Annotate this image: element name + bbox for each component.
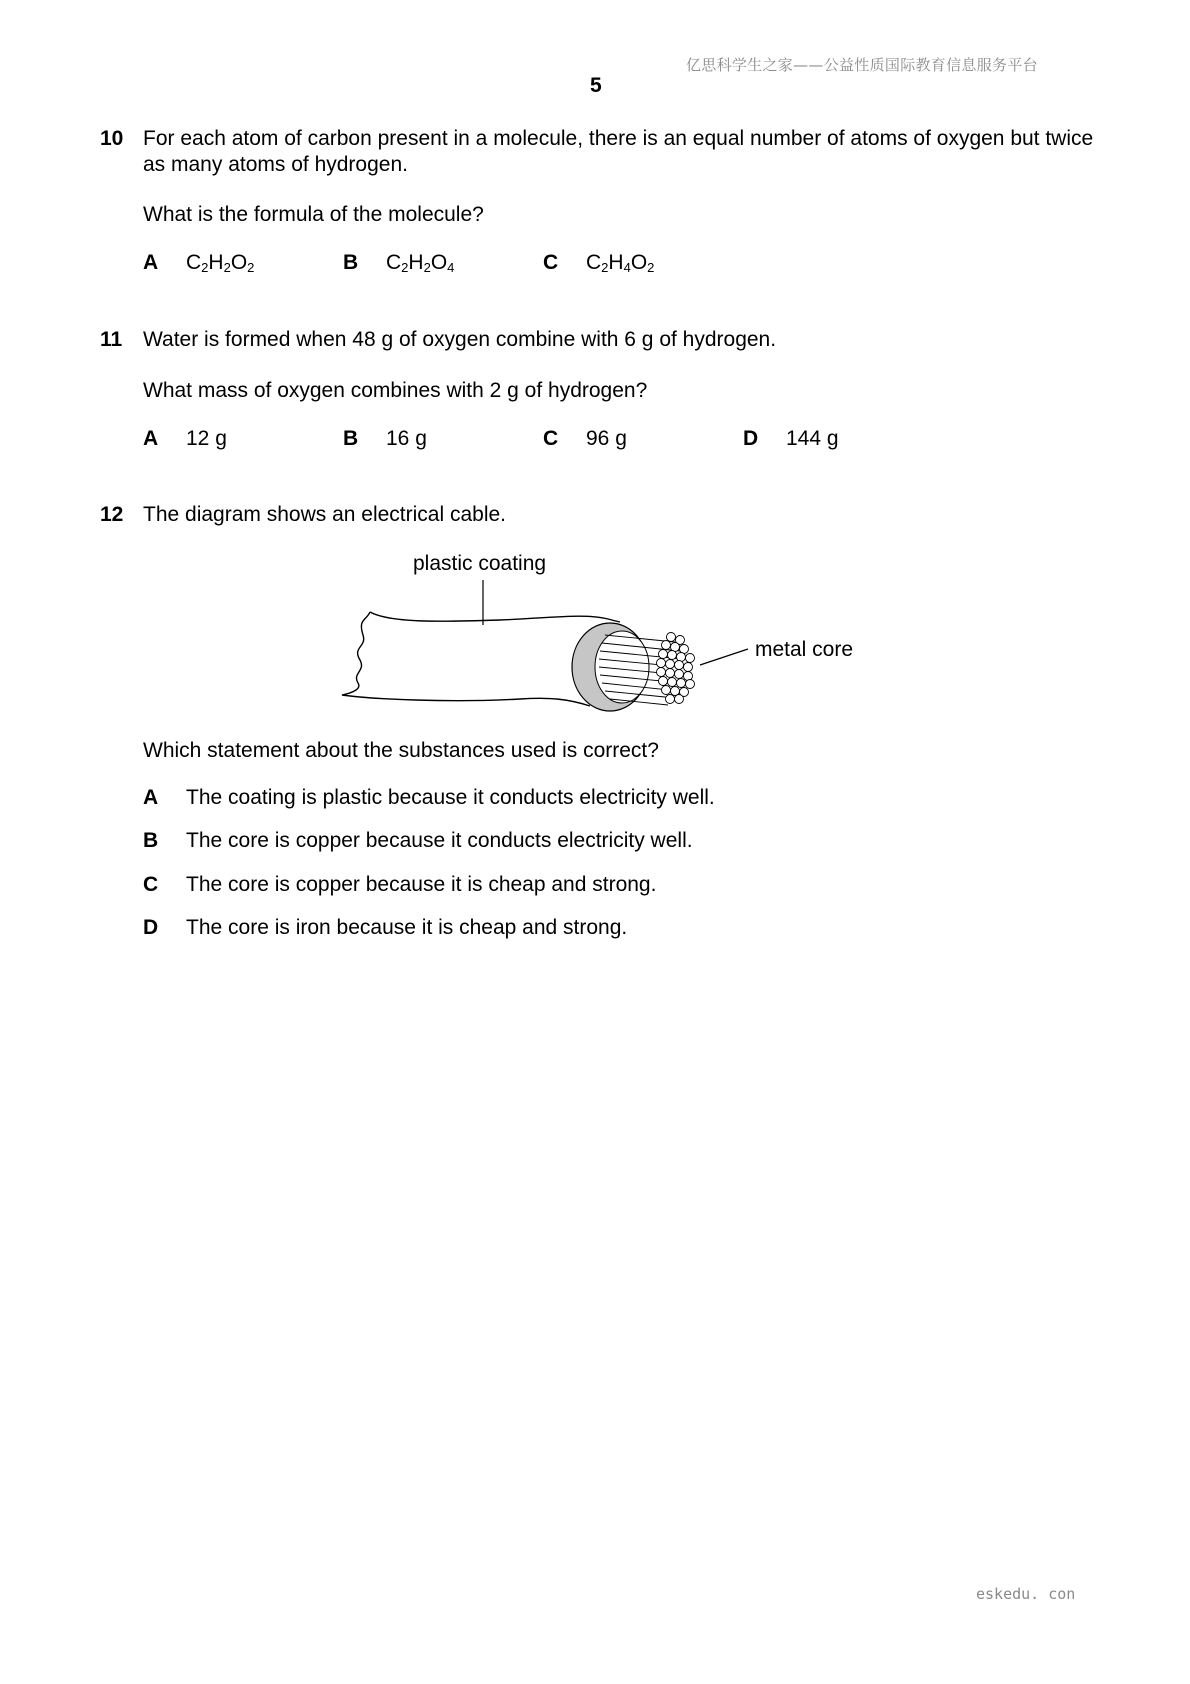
question-11-prompt: What mass of oxygen combines with 2 g of hydrogen?	[143, 379, 648, 402]
label-plastic-coating: plastic coating	[413, 552, 547, 575]
q12-option-b-letter: B	[143, 829, 159, 852]
formula-element: C	[186, 251, 202, 274]
question-10-prompt: What is the formula of the molecule?	[143, 203, 484, 226]
q10-option-a-letter: A	[143, 251, 159, 274]
q12-option-d-text: The core is iron because it is cheap and strong.	[186, 916, 628, 939]
q12-option-b-text: The core is copper because it conducts electricity well.	[186, 829, 693, 852]
question-11-number: 11	[100, 328, 123, 351]
formula-subscript: 4	[623, 260, 631, 275]
formula-subscript: 2	[647, 260, 655, 275]
formula-element: O	[430, 251, 448, 274]
formula-subscript: 2	[247, 260, 255, 275]
formula-subscript: 4	[447, 260, 455, 275]
q10-option-c-formula	[586, 251, 654, 275]
formula-element: O	[630, 251, 648, 274]
formula-subscript: 2	[201, 260, 209, 275]
formula-element: H	[408, 251, 424, 274]
q10-option-a-formula	[186, 251, 254, 275]
q10-option-c-letter: C	[543, 251, 559, 274]
q11-option-a-letter: A	[143, 427, 159, 450]
q12-option-a-letter: A	[143, 786, 159, 809]
formula-element: C	[586, 251, 602, 274]
q11-option-c-text: 96 g	[586, 427, 627, 450]
formula-subscript: 2	[223, 260, 231, 275]
strand-ends	[657, 633, 695, 704]
q12-option-c-letter: C	[143, 873, 159, 896]
q11-option-a-text: 12 g	[186, 427, 227, 450]
formula-element: O	[230, 251, 248, 274]
page-number: 5	[590, 74, 602, 97]
formula-subscript: 2	[401, 260, 409, 275]
q11-option-d-letter: D	[743, 427, 759, 450]
label-metal-core: metal core	[755, 638, 854, 661]
formula-subscript: 2	[423, 260, 431, 275]
q12-option-a-text: The coating is plastic because it conducts electricity well.	[186, 786, 715, 809]
question-12-text: The diagram shows an electrical cable.	[143, 503, 507, 526]
header-watermark: 亿思科学生之家——公益性质国际教育信息服务平台	[686, 56, 1038, 74]
formula-element: H	[608, 251, 624, 274]
formula-element: H	[208, 251, 224, 274]
question-11-text: Water is formed when 48 g of oxygen combine with 6 g of hydrogen.	[143, 328, 777, 351]
q10-option-b-formula	[386, 251, 454, 275]
question-10-text: For each atom of carbon present in a molecule, there is an equal number of atoms of oxygen but twice as many atoms of hydrogen.	[143, 127, 1094, 176]
formula-element: C	[386, 251, 402, 274]
question-12-prompt: Which statement about the substances used is correct?	[143, 739, 659, 762]
q11-option-b-text: 16 g	[386, 427, 427, 450]
core-leader-line	[700, 649, 748, 665]
formula-subscript: 2	[601, 260, 609, 275]
q11-option-b-letter: B	[343, 427, 359, 450]
q12-option-d-letter: D	[143, 916, 159, 939]
footer-watermark: eskedu. con	[976, 1585, 1076, 1603]
cable-diagram	[330, 575, 750, 715]
question-10-number: 10	[100, 127, 124, 150]
q11-option-d-text: 144 g	[786, 427, 839, 450]
q11-option-c-letter: C	[543, 427, 559, 450]
question-12-number: 12	[100, 503, 124, 526]
q12-option-c-text: The core is copper because it is cheap and strong.	[186, 873, 657, 896]
q10-option-b-letter: B	[343, 251, 359, 274]
